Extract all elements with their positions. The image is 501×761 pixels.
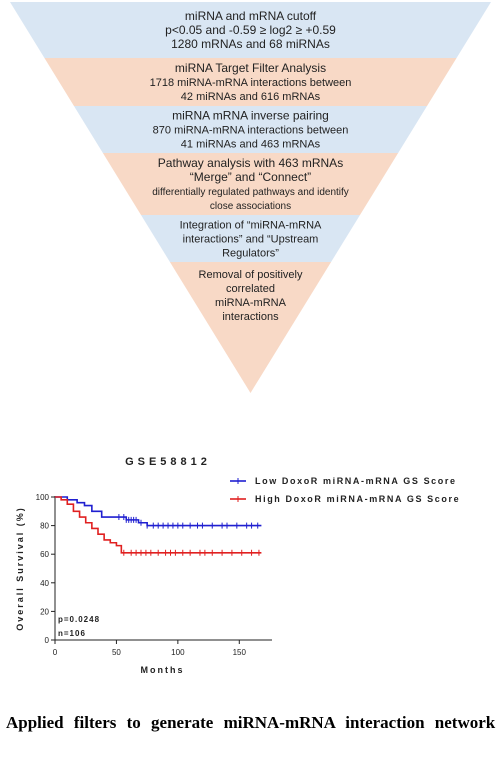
funnel-step-3-text: 41 miRNAs and 463 mRNAs bbox=[180, 138, 321, 151]
y-tick-label: 0 bbox=[44, 636, 49, 645]
chart-title: GSE58812 bbox=[125, 456, 211, 468]
funnel-step-3-text: 870 miRNA-mRNA interactions between bbox=[152, 124, 349, 137]
funnel-step-4-text: close associations bbox=[209, 201, 292, 212]
y-axis-label: Overall Survival (%) bbox=[15, 506, 25, 631]
funnel-step-5-text: interactions” and “Upstream bbox=[182, 233, 319, 246]
funnel-step-6-text: correlated bbox=[226, 283, 275, 295]
kaplan-meier-chart bbox=[0, 440, 501, 690]
funnel-step-2-text: 1718 miRNA-mRNA interactions between bbox=[149, 77, 352, 89]
chart-annotation-1: p=0.0248 bbox=[58, 615, 101, 624]
funnel-step-6-text: Removal of positively bbox=[198, 269, 303, 281]
funnel-step-1-text: 1280 mRNAs and 68 miRNAs bbox=[171, 37, 330, 51]
x-tick-label: 50 bbox=[111, 648, 121, 657]
funnel-step-2-text: 42 miRNAs and 616 mRNAs bbox=[180, 91, 321, 103]
funnel-step-5-text: Regulators” bbox=[222, 247, 279, 260]
funnel-step-4-text: differentially regulated pathways and identify bbox=[152, 187, 349, 198]
y-tick-label: 80 bbox=[40, 521, 49, 531]
x-tick-label: 100 bbox=[171, 648, 185, 657]
funnel-step-6 bbox=[170, 262, 331, 393]
legend-label-2: High DoxoR miRNA-mRNA GS Score bbox=[255, 494, 461, 504]
funnel-step-1-text: miRNA and mRNA cutoff bbox=[184, 9, 317, 23]
funnel-step-2-text: miRNA Target Filter Analysis bbox=[174, 61, 327, 75]
funnel-step-3-text: miRNA mRNA inverse pairing bbox=[172, 108, 329, 123]
funnel-step-4-text: Pathway analysis with 463 mRNAs bbox=[157, 156, 344, 170]
funnel-step-1-text: p<0.05 and -0.59 ≥ log2 ≥ +0.59 bbox=[165, 23, 336, 37]
chart-annotation-2: n=106 bbox=[58, 629, 86, 638]
y-tick-label: 100 bbox=[35, 493, 49, 502]
legend-label-1: Low DoxoR miRNA-mRNA GS Score bbox=[255, 476, 457, 486]
figure-caption: Applied filters to generate miRNA-mRNA interaction network bbox=[6, 713, 496, 732]
y-tick-label: 20 bbox=[40, 607, 49, 617]
y-tick-label: 60 bbox=[40, 550, 49, 560]
funnel-step-5-text: Integration of “miRNA-mRNA bbox=[179, 219, 322, 232]
funnel-step-6-text: interactions bbox=[222, 311, 279, 323]
y-tick-label: 40 bbox=[40, 578, 49, 588]
funnel-step-4-text: “Merge” and “Connect” bbox=[189, 170, 312, 184]
x-tick-label: 150 bbox=[232, 648, 246, 657]
x-tick-label: 0 bbox=[52, 648, 58, 657]
funnel-step-6-text: miRNA-mRNA bbox=[215, 297, 286, 309]
x-axis-label: Months bbox=[140, 665, 185, 675]
